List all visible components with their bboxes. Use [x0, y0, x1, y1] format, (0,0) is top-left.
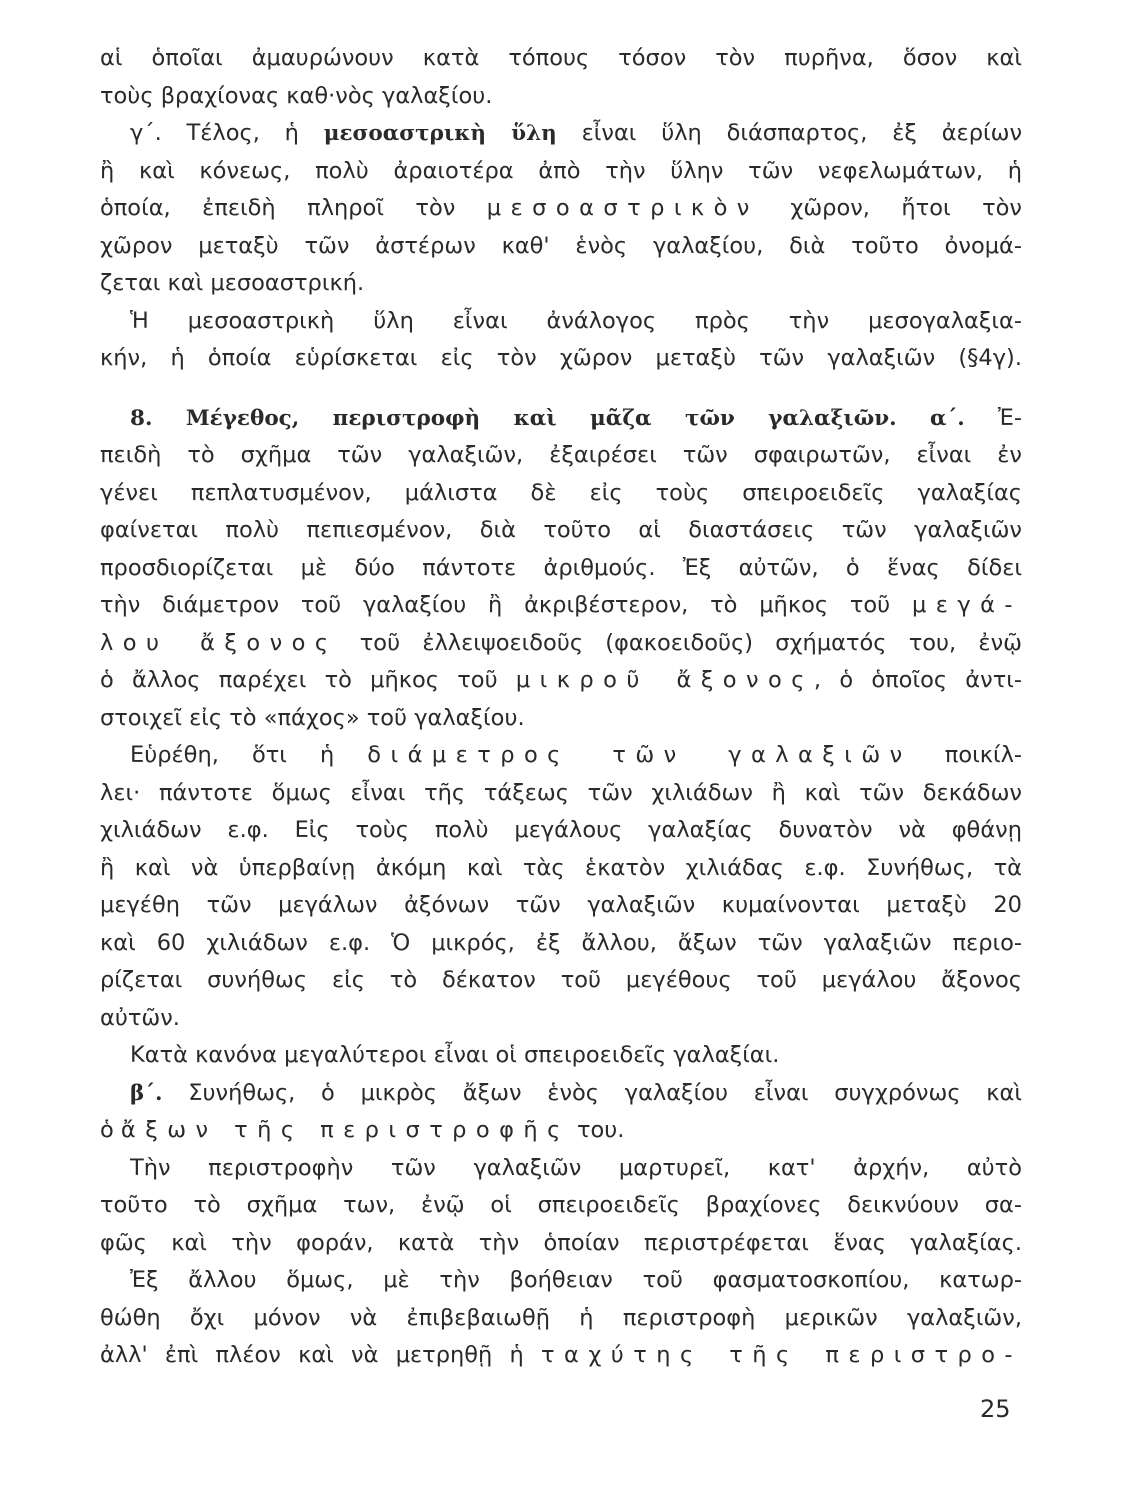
text-run: μεγέθη τῶν μεγάλων ἀξόνων τῶν γαλαξιῶν κυμαίνονται μεταξὺ 20 — [100, 892, 1022, 918]
spaced-emphasis-run: μικροῦ ἄξονος — [515, 667, 814, 693]
text-run: αὐτῶν. — [100, 1004, 180, 1031]
text-run: καὶ 60 χιλιάδων ε.φ. Ὁ μικρός, ἐξ ἄλλου, ἄξων τῶν γαλαξιῶν περιο- — [100, 929, 1022, 956]
text-run: Τὴν περιστροφὴν τῶν γαλαξιῶν μαρτυρεῖ, κατ' ἀρχήν, αὐτὸ — [130, 1154, 1022, 1181]
text-run: στοιχεῖ εἰς τὸ «πάχος» τοῦ γαλαξίου. — [100, 704, 525, 731]
text-run: ὁ — [100, 1117, 121, 1143]
spaced-emphasis-run: ἄξων τῆς περιστροφῆς — [120, 1117, 570, 1143]
spaced-emphasis-run: λου ἄξονος — [100, 629, 338, 656]
text-run: ὁποία, ἐπειδὴ πληροῖ τὸν — [100, 195, 487, 221]
text-run: φῶς καὶ τὴν φοράν, κατὰ τὴν ὁποίαν περιστρέφεται ἕνας γαλαξίας. — [100, 1229, 1022, 1256]
text-run: χῶρον μεταξὺ τῶν ἀστέρων καθ' ἑνὸς γαλαξίου, διὰ τοῦτο ὀνομά- — [100, 232, 1022, 259]
spaced-emphasis-run: μεσοαστρικὸν — [486, 195, 759, 221]
bold-run: 8. Μέγεθος, περιστροφὴ καὶ μᾶζα τῶν γαλαξιῶν. α΄. — [130, 405, 965, 431]
spaced-emphasis-run: μεγά- — [912, 592, 1022, 618]
text-run: αἱ ὁποῖαι ἀμαυρώνουν κατὰ τόπους τόσον τὸν πυρῆνα, ὅσον καὶ — [100, 45, 1022, 71]
text-run: Ἐξ ἄλλου ὅμως, μὲ τὴν βοήθειαν τοῦ φασματοσκοπίου, κατωρ- — [130, 1267, 1022, 1293]
text-run: τοῦτο τὸ σχῆμα των, ἐνῷ οἱ σπειροειδεῖς βραχίονες δεικνύουν σα- — [100, 1192, 1022, 1218]
bold-run: β΄. — [130, 1080, 163, 1106]
spaced-emphasis-run: ταχύτης τῆς περιστρο- — [541, 1342, 1022, 1368]
text-run: ἀλλ' ἐπὶ πλέον καὶ νὰ μετρηθῇ ἡ — [100, 1342, 542, 1368]
text-run: ποικίλ- — [911, 742, 1023, 768]
text-run: Συνήθως, ὁ μικρὸς ἄξων ἑνὸς γαλαξίου εἶναι συγχρόνως καὶ — [162, 1079, 1022, 1106]
text-run: θώθη ὄχι μόνον νὰ ἐπιβεβαιωθῇ ἡ περιστροφὴ μερικῶν γαλαξιῶν, — [100, 1304, 1022, 1331]
bold-run: μεσοαστρικὴ ὕλη — [323, 121, 557, 146]
text-run: ὁ ἄλλος παρέχει τὸ μῆκος τοῦ — [100, 667, 516, 693]
text-run: ρίζεται συνήθως εἰς τὸ δέκατον τοῦ μεγέθους τοῦ μεγάλου ἄξονος — [100, 967, 1022, 993]
text-run: χιλιάδων ε.φ. Εἰς τοὺς πολὺ μεγάλους γαλαξίας δυνατὸν νὰ φθάνῃ — [100, 817, 1022, 843]
text-run: ἢ καὶ νὰ ὑπερβαίνῃ ἀκόμη καὶ τὰς ἑκατὸν χιλιάδας ε.φ. Συνήθως, τὰ — [100, 854, 1022, 881]
text-run: λει· πάντοτε ὅμως εἶναι τῆς τάξεως τῶν χιλιάδων ἢ καὶ τῶν δεκάδων — [100, 779, 1022, 806]
text-run: πειδὴ τὸ σχῆμα τῶν γαλαξιῶν, ἐξαιρέσει τῶν σφαιρωτῶν, εἶναι ἐν — [100, 442, 1022, 468]
text-run: κήν, ἡ ὁποία εὑρίσκεται εἰς τὸν χῶρον μεταξὺ τῶν γαλαξιῶν (§4γ). — [100, 345, 1022, 371]
text-run: Κατὰ κανόνα μεγαλύτεροι εἶναι οἱ σπειροειδεῖς γαλαξίαι. — [130, 1042, 780, 1068]
text-run: φαίνεται πολὺ πεπιεσμένον, διὰ τοῦτο αἱ διαστάσεις τῶν γαλαξιῶν — [100, 517, 1022, 543]
text-run: Εὑρέθη, ὅτι ἡ — [130, 742, 368, 768]
text-run: γένει πεπλατυσμένον, μάλιστα δὲ εἰς τοὺς σπειροειδεῖς γαλαξίας — [100, 479, 1022, 506]
text-run: Ἐ- — [964, 404, 1022, 431]
text-run: , ὁ ὁποῖος ἀντι- — [813, 667, 1022, 693]
text-run: ζεται καὶ μεσοαστρική. — [100, 270, 365, 296]
text-run: ἢ καὶ κόνεως, πολὺ ἀραιοτέρα ἀπὸ τὴν ὕλην τῶν νεφελωμάτων, ἡ — [100, 157, 1022, 184]
text-run: γ΄. Τέλος, ἡ — [130, 120, 324, 146]
spaced-emphasis-run: διάμετρος τῶν γαλαξιῶν — [367, 742, 912, 768]
text-run: χῶρον, ἤτοι τὸν — [758, 195, 1022, 221]
text-run: του. — [569, 1117, 625, 1143]
text-run: τοὺς βραχίονας καθ·νὸς γαλαξίου. — [100, 82, 493, 109]
text-run: προσδιορίζεται μὲ δύο πάντοτε ἀριθμούς. Ἐξ αὐτῶν, ὁ ἕνας δίδει — [100, 554, 1022, 581]
text-run: τὴν διάμετρον τοῦ γαλαξίου ἢ ἀκριβέστερον, τὸ μῆκος τοῦ — [100, 592, 912, 618]
text-run: εἶναι ὕλη διάσπαρτος, ἐξ ἀερίων — [556, 120, 1023, 146]
text-run: τοῦ ἐλλειψοειδοῦς (φακοειδοῦς) σχήματός του, ἐνῷ — [337, 629, 1023, 656]
page-number: 25 — [980, 1395, 1011, 1423]
text-run: Ἡ μεσοαστρικὴ ὕλη εἶναι ἀνάλογος πρὸς τὴν μεσογαλαξια- — [130, 307, 1022, 334]
